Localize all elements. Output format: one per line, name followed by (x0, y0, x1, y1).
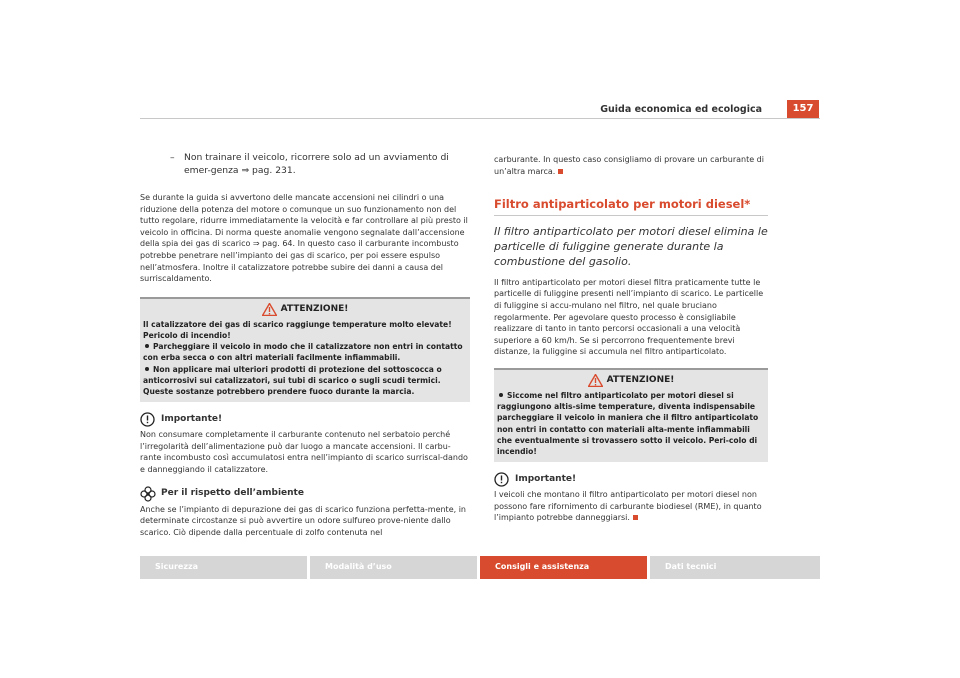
warning-title: ATTENZIONE! (606, 374, 675, 385)
footer-tab-label: Sicurezza (155, 562, 199, 571)
warning-bullet-item (497, 390, 765, 457)
bullet-dot (145, 344, 149, 348)
paragraph-misfire: Se durante la guida si avvertono delle mancate accensioni nei cilindri o una riduzione della potenza del motore o comunque un suo funzionamento non del tutto regolare, ridurre immediatamente la velocità e far controllare al più presto il veicolo in officina. Di norma queste anomalie vengono segnalate dall’accensione della spia dei gas di scarico ⇒ pag. 64. In questo caso il carburante incombusto potrebbe penetrare nell’impianto dei gas di scarico, per poi essere espulso nell’atmosfera. Inoltre il catalizzatore potrebbe subire dei danni a causa del surriscaldamento. (140, 193, 468, 284)
warning-header (143, 303, 467, 316)
flower-icon (140, 486, 156, 502)
footer-tab-consigli-assistenza[interactable] (480, 556, 647, 579)
section-subtitle: Il filtro antiparticolato per motori diesel elimina le particelle di fuliggine generate durante la combustione del gasolio. (494, 224, 768, 268)
important-note-biodiesel (494, 472, 768, 524)
warning-bullet-text: Siccome nel filtro antiparticolato per motori diesel si raggiungono altis-sime temperature, diventa indispensabile parcheggiare il veicolo in maniera che il filtro antiparticolato non entri in contatto con materiali alta-mente infiammabili che eventualmente si trovassero sotto il veicolo. Peri-colo di incendio! (497, 390, 759, 456)
warning-line: Il catalizzatore dei gas di scarico raggiunge temperature molto elevate! Pericolo di incendio! (143, 319, 452, 340)
warning-bullet-item (143, 341, 467, 363)
header-divider (140, 118, 820, 119)
environment-header (140, 486, 470, 502)
important-text: Non consumare completamente il carburante contenuto nel serbatoio perché l’irregolarità dell’alimentazione può dar luogo a mancate accensioni. Il carbu-rante incombusto così accumulatosi entra nell’impianto di scarico surriscal-dando e danneggiando il catalizzatore. (140, 430, 468, 474)
dash-item-text: Non trainare il veicolo, ricorrere solo ad un avviamento di emer-genza ⇒ pag. 231. (184, 152, 449, 176)
running-header-title: Guida economica ed ecologica (600, 104, 762, 115)
exclamation-circle-icon (494, 472, 509, 487)
section-title: Filtro antiparticolato per motori diesel* (494, 197, 751, 212)
environment-text: Anche se l’impianto di depurazione dei gas di scarico funziona perfetta-mente, in determinate circostanze si può avvertire un odore sulfureo prove-niente dallo scarico. Ciò dipende dalla percentuale di zolfo contenuta nel (140, 504, 466, 537)
bullet-dot (145, 367, 149, 371)
left-column (170, 151, 470, 177)
important-header (140, 412, 470, 427)
paragraph-filter: Il filtro antiparticolato per motori diesel filtra praticamente tutte le particelle di fuliggine presenti nell’impianto di scarico. Le particelle di fuliggine si accu-mulano nel filtro, nel quale bruciano regolarmente. Per agevolare questo processo è consigliabile realizzare di tanto in tanto percorsi occasionali a una velocità superiore a 60 km/h. Se si percorrono frequentemente brevi distanze, la fuliggine si accumula nel filtro antiparticolato. (494, 277, 764, 357)
important-title: Importante! (515, 473, 577, 484)
important-title: Importante! (161, 413, 223, 424)
important-header (494, 472, 768, 487)
footer-tab-sicurezza[interactable] (140, 556, 307, 579)
important-text-wrap (494, 489, 768, 524)
footer-tab-dati-tecnici[interactable] (650, 556, 820, 579)
continuation-text (494, 154, 768, 177)
environment-title: Per il rispetto dell’ambiente (161, 487, 304, 498)
warning-triangle-icon (588, 374, 603, 387)
right-column (494, 154, 768, 524)
end-marker-icon (633, 515, 638, 520)
footer-tab-label: Dati tecnici (665, 562, 717, 571)
section-divider (494, 215, 768, 216)
left-body (140, 192, 470, 538)
important-text: I veicoli che montano il filtro antiparticolato per motori diesel non possono fare rifornimento di carburante biodiesel (RME), in quanto l’impianto potrebbe danneggiarsi. (494, 490, 762, 523)
warning-title: ATTENZIONE! (280, 303, 349, 314)
warning-triangle-icon (262, 303, 277, 316)
section-diesel-filter (494, 199, 768, 216)
warning-header (497, 374, 765, 387)
page-number: 157 (787, 100, 819, 118)
bullet-dot (499, 393, 503, 397)
warning-box-filter (494, 368, 768, 462)
warning-bullet-text: Non applicare mai ulteriori prodotti di protezione del sottoscocca o anticorrosivi sui catalizzatori, sui tubi di scarico o sugli scudi termici. Queste sostanze potrebbero prendere fuoco durante la marcia. (143, 364, 442, 396)
warning-box-catalyst (140, 297, 470, 402)
important-note-fuel (140, 412, 470, 475)
warning-bullet-text: Parcheggiare il veicolo in modo che il catalizzatore non entri in contatto con erba secca o con altri materiali facilmente infiammabili. (143, 342, 463, 363)
exclamation-circle-icon (140, 412, 155, 427)
environment-note (140, 486, 470, 539)
dash-marker: – (170, 152, 175, 163)
end-marker-icon (558, 169, 563, 174)
footer-tab-modalita-uso[interactable] (310, 556, 477, 579)
continuation-text-span: carburante. In questo caso consigliamo di provare un carburante di un’altra marca. (494, 155, 764, 176)
footer-tab-label: Modalità d’uso (325, 562, 392, 571)
warning-bullet-item (143, 364, 467, 398)
dash-list-item (170, 151, 470, 177)
footer-tab-label: Consigli e assistenza (495, 562, 590, 571)
